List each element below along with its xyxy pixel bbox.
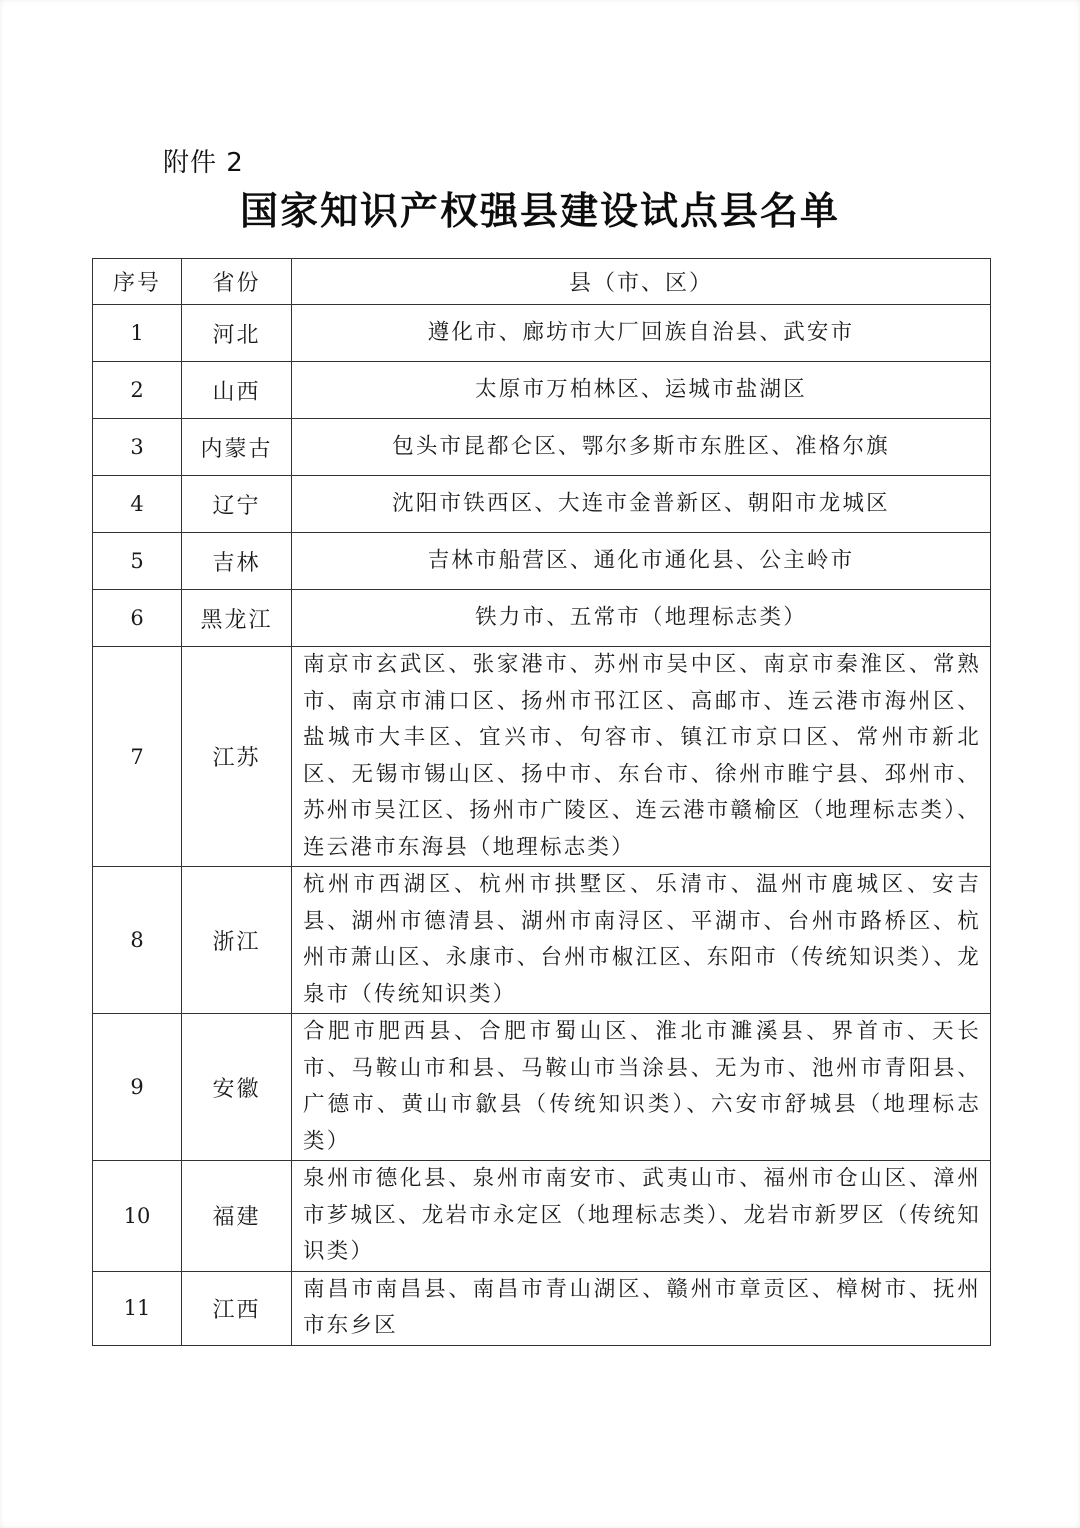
row-counties: 泉州市德化县、泉州市南安市、武夷山市、福州市仓山区、漳州市芗城区、龙岩市永定区（地理标志类）、龙岩市新罗区（传统知识类） <box>292 1161 991 1272</box>
table-row <box>93 1161 991 1272</box>
table-row <box>93 419 991 476</box>
row-number: 11 <box>93 1271 182 1345</box>
row-counties: 遵化市、廊坊市大厂回族自治县、武安市 <box>292 305 991 362</box>
header-province: 省份 <box>182 259 292 305</box>
row-counties: 合肥市肥西县、合肥市蜀山区、淮北市濉溪县、界首市、天长市、马鞍山市和县、马鞍山市当涂县、无为市、池州市青阳县、广德市、黄山市歙县（传统知识类）、六安市舒城县（地理标志类） <box>292 1014 991 1161</box>
table-row <box>93 476 991 533</box>
pilot-county-table <box>92 258 991 1346</box>
table-row <box>93 533 991 590</box>
row-counties: 包头市昆都仑区、鄂尔多斯市东胜区、准格尔旗 <box>292 419 991 476</box>
row-province: 安徽 <box>182 1014 292 1161</box>
row-counties: 南昌市南昌县、南昌市青山湖区、赣州市章贡区、樟树市、抚州市东乡区 <box>292 1271 991 1345</box>
row-number: 1 <box>93 305 182 362</box>
row-number: 3 <box>93 419 182 476</box>
row-number: 9 <box>93 1014 182 1161</box>
row-province: 浙江 <box>182 867 292 1014</box>
header-counties: 县（市、区） <box>292 259 991 305</box>
page-title: 国家知识产权强县建设试点县名单 <box>239 189 840 233</box>
header-number: 序号 <box>93 259 182 305</box>
table-row <box>93 1014 991 1161</box>
row-province: 江西 <box>182 1271 292 1345</box>
row-number: 4 <box>93 476 182 533</box>
row-province: 辽宁 <box>182 476 292 533</box>
row-number: 8 <box>93 867 182 1014</box>
row-counties: 太原市万柏林区、运城市盐湖区 <box>292 362 991 419</box>
row-counties: 铁力市、五常市（地理标志类） <box>292 590 991 647</box>
table-row <box>93 1271 991 1345</box>
attachment-label: 附件 2 <box>163 148 244 178</box>
row-number: 2 <box>93 362 182 419</box>
row-number: 6 <box>93 590 182 647</box>
row-province: 山西 <box>182 362 292 419</box>
row-counties: 沈阳市铁西区、大连市金普新区、朝阳市龙城区 <box>292 476 991 533</box>
table-row <box>93 867 991 1014</box>
row-number: 5 <box>93 533 182 590</box>
row-counties: 杭州市西湖区、杭州市拱墅区、乐清市、温州市鹿城区、安吉县、湖州市德清县、湖州市南浔区、平湖市、台州市路桥区、杭州市萧山区、永康市、台州市椒江区、东阳市（传统知识类）、龙泉市（传统知识类） <box>292 867 991 1014</box>
row-number: 10 <box>93 1161 182 1272</box>
row-province: 内蒙古 <box>182 419 292 476</box>
row-counties: 南京市玄武区、张家港市、苏州市吴中区、南京市秦淮区、常熟市、南京市浦口区、扬州市邗江区、高邮市、连云港市海州区、盐城市大丰区、宜兴市、句容市、镇江市京口区、常州市新北区、无锡市锡山区、扬中市、东台市、徐州市睢宁县、邳州市、苏州市吴江区、扬州市广陵区、连云港市赣榆区（地理标志类）、连云港市东海县（地理标志类） <box>292 647 991 867</box>
row-province: 吉林 <box>182 533 292 590</box>
table-row <box>93 590 991 647</box>
table-row <box>93 647 991 867</box>
row-counties: 吉林市船营区、通化市通化县、公主岭市 <box>292 533 991 590</box>
row-province: 河北 <box>182 305 292 362</box>
table-row <box>93 362 991 419</box>
table-row <box>93 305 991 362</box>
row-province: 黑龙江 <box>182 590 292 647</box>
row-province: 福建 <box>182 1161 292 1272</box>
row-number: 7 <box>93 647 182 867</box>
row-province: 江苏 <box>182 647 292 867</box>
table-header-row <box>93 259 991 305</box>
